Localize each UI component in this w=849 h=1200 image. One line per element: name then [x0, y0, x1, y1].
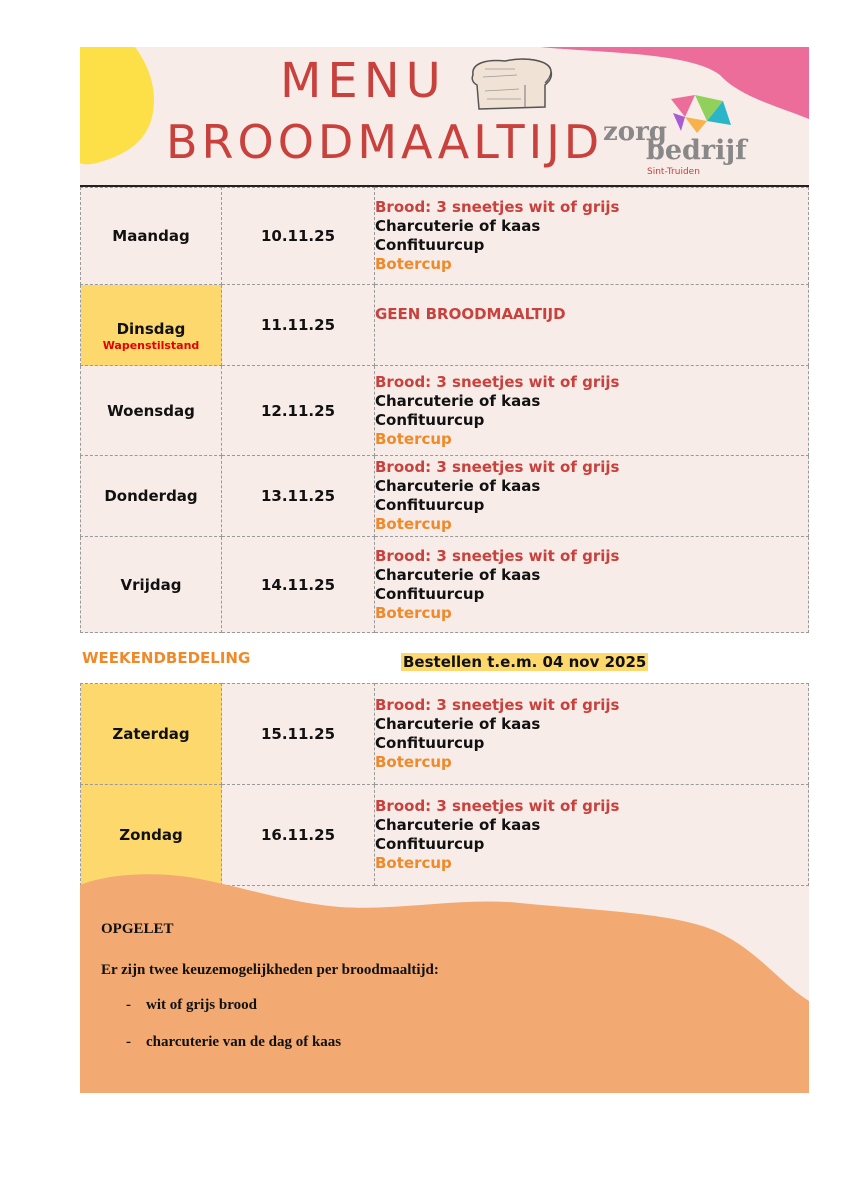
- menu-item: Botercup: [375, 255, 452, 273]
- menu-row: [81, 785, 809, 886]
- items-cell: [375, 456, 809, 537]
- menu-item: Charcuterie of kaas: [375, 217, 541, 235]
- menu-item: Charcuterie of kaas: [375, 565, 541, 584]
- day-cell: [81, 188, 222, 285]
- day-name: Vrijdag: [120, 575, 182, 594]
- menu-item: Botercup: [375, 753, 452, 771]
- menu-item: Botercup: [375, 854, 452, 872]
- notice-bullet: - charcuterie van de dag of kaas: [126, 1034, 342, 1050]
- notice-bullet: - wit of grijs brood: [126, 997, 257, 1013]
- order-deadline: Bestellen t.e.m. 04 nov 2025: [403, 653, 647, 671]
- date-cell: 12.11.25: [222, 366, 375, 456]
- items-cell: [375, 684, 809, 785]
- menu-item: Confituurcup: [375, 734, 485, 752]
- yellow-blob: [80, 47, 154, 164]
- date-cell: 11.11.25: [222, 285, 375, 366]
- menu-item: Charcuterie of kaas: [375, 391, 541, 410]
- logo-word-bedrijf: bedrijf: [646, 135, 747, 166]
- items-cell: [375, 285, 809, 366]
- menu-item: Brood: 3 sneetjes wit of grijs: [375, 546, 620, 565]
- menu-item: Brood: 3 sneetjes wit of grijs: [375, 696, 620, 714]
- menu-item: GEEN BROODMAALTIJD: [375, 305, 566, 323]
- menu-row: [81, 684, 809, 785]
- day-name: Maandag: [112, 227, 190, 245]
- menu-item: Confituurcup: [375, 584, 485, 603]
- menu-row: [81, 537, 809, 633]
- weekend-header-row: [80, 633, 809, 683]
- items-cell: [375, 537, 809, 633]
- items-cell: [375, 785, 809, 886]
- menu-item: Botercup: [375, 603, 452, 622]
- menu-item: Charcuterie of kaas: [375, 715, 541, 733]
- menu-row: [81, 188, 809, 285]
- day-cell: [81, 537, 222, 633]
- weekend-menu-table: [80, 683, 809, 886]
- notice-bullet-text: charcuterie van de dag of kaas: [146, 1034, 342, 1050]
- menu-item: Brood: 3 sneetjes wit of grijs: [375, 458, 620, 476]
- date-cell: 16.11.25: [222, 785, 375, 886]
- day-cell: [81, 785, 222, 886]
- menu-item: Botercup: [375, 429, 452, 448]
- notice-heading: OPGELET: [101, 921, 174, 937]
- menu-row: [81, 366, 809, 456]
- day-cell: [81, 456, 222, 537]
- menu-item: Charcuterie of kaas: [375, 477, 541, 495]
- day-name: Dinsdag: [116, 320, 186, 338]
- day-name: Woensdag: [107, 401, 195, 420]
- menu-item: Brood: 3 sneetjes wit of grijs: [375, 372, 620, 391]
- menu-item: Confituurcup: [375, 496, 485, 514]
- date-cell: 14.11.25: [222, 537, 375, 633]
- title-line-1: MENU: [280, 53, 447, 109]
- weekend-label: WEEKENDBEDELING: [82, 649, 251, 667]
- menu-row: [81, 456, 809, 537]
- menu-page: [80, 47, 809, 1093]
- day-name: Donderdag: [104, 487, 198, 505]
- menu-item: Confituurcup: [375, 410, 485, 429]
- day-name: Zaterdag: [112, 725, 190, 743]
- date-cell: 15.11.25: [222, 684, 375, 785]
- notice-background: [80, 873, 809, 1093]
- menu-item: Charcuterie of kaas: [375, 816, 541, 834]
- weekday-menu-table: [80, 187, 809, 633]
- menu-row: [81, 285, 809, 366]
- day-cell: [81, 366, 222, 456]
- holiday-note: Wapenstilstand: [102, 339, 200, 352]
- notice-bullet-text: wit of grijs brood: [146, 997, 257, 1013]
- date-cell: 10.11.25: [222, 188, 375, 285]
- day-cell: [81, 285, 222, 366]
- notice-intro: Er zijn twee keuzemogelijkheden per broodmaaltijd:: [101, 962, 439, 978]
- title-line-2: BROODMAALTIJD: [166, 115, 604, 169]
- day-name: Zondag: [119, 826, 183, 844]
- items-cell: [375, 188, 809, 285]
- menu-item: Brood: 3 sneetjes wit of grijs: [375, 797, 620, 815]
- menu-item: Brood: 3 sneetjes wit of grijs: [375, 198, 620, 216]
- orange-blob: [80, 874, 809, 1093]
- menu-item: Confituurcup: [375, 236, 485, 254]
- logo-word-zorg: zorg: [603, 117, 667, 147]
- menu-item: Confituurcup: [375, 835, 485, 853]
- date-cell: 13.11.25: [222, 456, 375, 537]
- day-cell: [81, 684, 222, 785]
- menu-item: Botercup: [375, 515, 452, 533]
- bread-loaf-icon: [465, 55, 557, 113]
- items-cell: [375, 366, 809, 456]
- logo-subtitle: Sint-Truiden: [647, 167, 700, 177]
